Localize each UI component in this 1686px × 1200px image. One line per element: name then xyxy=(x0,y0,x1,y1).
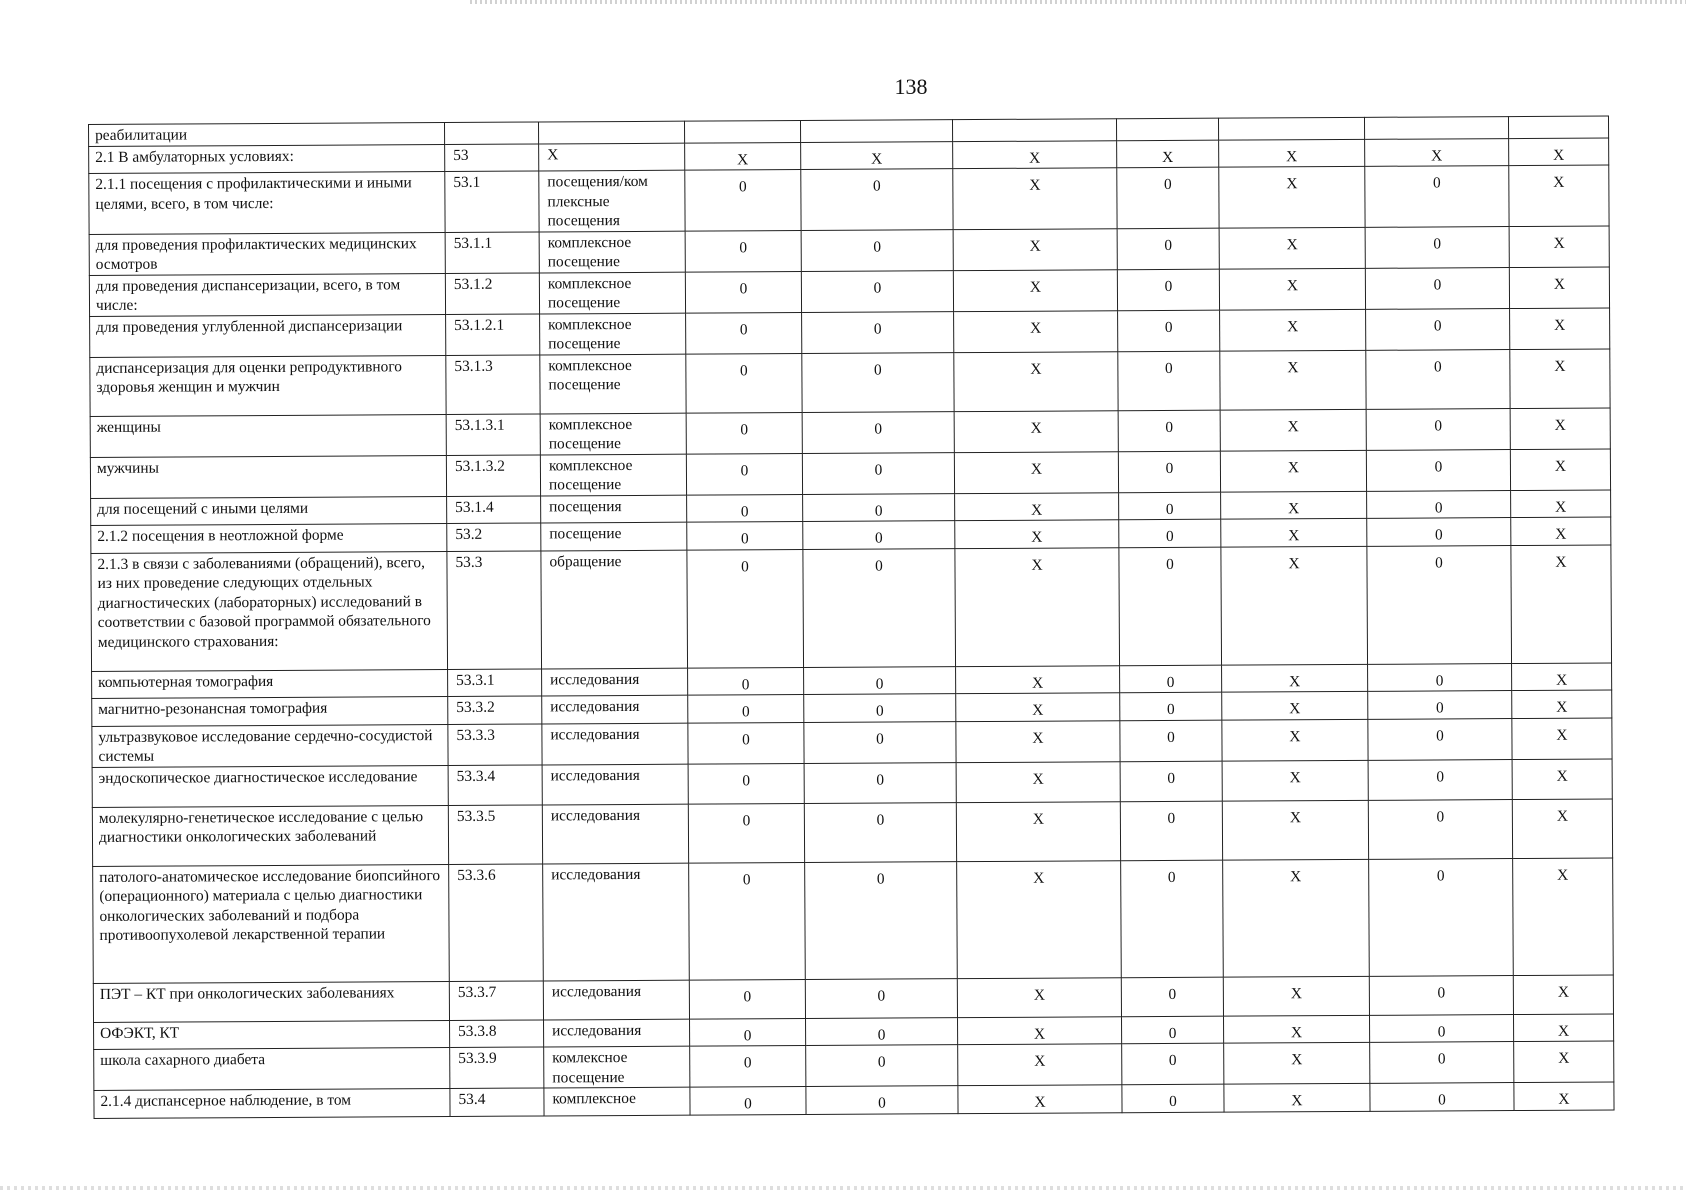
row-value-7: Х xyxy=(1512,717,1612,759)
row-value-6: 0 xyxy=(1367,518,1511,546)
row-value-1: 0 xyxy=(690,1018,806,1046)
row-value-1: 0 xyxy=(687,494,803,522)
row-value-7: Х xyxy=(1509,138,1609,166)
row-value-6: 0 xyxy=(1366,408,1510,450)
row-value-5 xyxy=(1218,117,1364,139)
row-label: школа сахарного диабета xyxy=(94,1047,450,1090)
row-value-2 xyxy=(800,120,952,142)
row-value-2: 0 xyxy=(801,229,953,271)
row-label: ПЭТ – КТ при онкологических заболеваниях xyxy=(93,981,449,1022)
row-value-3: Х xyxy=(954,451,1118,493)
row-value-5: Х xyxy=(1222,664,1368,692)
row-code: 53.3.8 xyxy=(450,1019,544,1047)
row-value-6: 0 xyxy=(1368,663,1512,691)
row-value-2: 0 xyxy=(802,411,954,453)
row-label: для посещений с иными целями xyxy=(91,496,447,525)
row-code: 53.1.1 xyxy=(445,231,539,273)
row-value-3: Х xyxy=(957,860,1122,978)
row-value-6: 0 xyxy=(1368,799,1512,859)
row-value-7: Х xyxy=(1512,798,1612,858)
row-value-1: 0 xyxy=(688,667,804,695)
row-value-2: 0 xyxy=(804,802,956,862)
row-code: 53.3.6 xyxy=(449,863,544,981)
row-value-4: Х xyxy=(1117,140,1219,168)
row-value-4: 0 xyxy=(1120,761,1222,802)
row-value-4: 0 xyxy=(1119,519,1221,547)
row-label: мужчины xyxy=(90,455,446,498)
row-value-4: 0 xyxy=(1120,665,1222,693)
row-value-7: Х xyxy=(1511,517,1611,545)
row-value-7: Х xyxy=(1510,308,1610,350)
row-value-7: Х xyxy=(1509,267,1609,309)
row-label: компьютерная томография xyxy=(92,669,448,698)
row-code: 53.3.4 xyxy=(448,764,542,805)
row-value-4: 0 xyxy=(1122,1043,1224,1085)
row-value-4: 0 xyxy=(1118,310,1220,352)
row-value-3: Х xyxy=(953,228,1117,270)
row-value-6: 0 xyxy=(1367,490,1511,518)
table-container xyxy=(88,116,1614,1119)
row-value-4: 0 xyxy=(1120,720,1222,762)
row-value-2: Х xyxy=(801,141,953,169)
row-value-1: 0 xyxy=(688,763,804,804)
row-value-6: 0 xyxy=(1366,449,1510,491)
row-label: магнитно-резонансная томография xyxy=(92,697,448,726)
row-label: для проведения углубленной диспансеризации xyxy=(90,314,446,357)
row-value-1: 0 xyxy=(690,1087,806,1115)
row-value-5: Х xyxy=(1221,546,1368,665)
row-value-4: 0 xyxy=(1119,492,1221,520)
row-value-1: Х xyxy=(685,142,801,170)
row-unit: комплексное посещение xyxy=(539,231,685,273)
scan-edge-bottom xyxy=(0,1186,1686,1190)
row-value-1: 0 xyxy=(686,312,802,354)
row-value-6: 0 xyxy=(1367,545,1512,664)
row-value-5: Х xyxy=(1221,518,1367,546)
row-value-2: 0 xyxy=(805,861,958,979)
row-value-6: 0 xyxy=(1369,975,1513,1015)
row-value-5: Х xyxy=(1224,1083,1370,1111)
row-label: 2.1.2 посещения в неотложной форме xyxy=(91,524,447,553)
row-value-5: Х xyxy=(1223,976,1369,1016)
row-value-5: Х xyxy=(1219,166,1365,227)
row-unit: исследования xyxy=(542,804,688,864)
row-value-5: Х xyxy=(1220,450,1366,492)
row-unit xyxy=(538,121,684,143)
row-unit: посещения/ком плексные посещения xyxy=(539,170,685,231)
row-value-2: 0 xyxy=(804,694,956,722)
table-row xyxy=(93,857,1614,982)
row-value-7: Х xyxy=(1509,165,1609,226)
row-value-2: 0 xyxy=(801,270,953,312)
row-value-7: Х xyxy=(1510,449,1610,491)
row-unit: комлексное посещение xyxy=(544,1046,690,1088)
table-row xyxy=(90,349,1610,416)
scan-edge-top xyxy=(470,0,1686,4)
row-unit: комплексное посещение xyxy=(540,313,686,355)
row-code: 53.1 xyxy=(445,171,539,232)
row-label: для проведения профилактических медицинских осмотров xyxy=(89,232,445,275)
row-value-5: Х xyxy=(1221,491,1367,519)
row-value-1: 0 xyxy=(686,453,802,495)
row-code: 53.1.3.1 xyxy=(446,413,540,455)
row-value-7: Х xyxy=(1514,1041,1614,1083)
row-value-3 xyxy=(952,119,1116,141)
row-value-3: Х xyxy=(953,140,1117,168)
row-value-1: 0 xyxy=(685,230,801,272)
row-value-7: Х xyxy=(1511,490,1611,518)
row-unit: исследования xyxy=(543,863,690,981)
row-value-1: 0 xyxy=(688,803,804,863)
row-value-5: Х xyxy=(1220,409,1366,451)
row-code: 53.3.1 xyxy=(448,668,542,696)
data-table xyxy=(88,116,1615,1119)
row-label: эндоскопическое диагностическое исследование xyxy=(92,765,448,807)
row-value-1: 0 xyxy=(687,522,803,550)
row-value-7: Х xyxy=(1512,758,1612,799)
row-unit: посещения xyxy=(541,495,687,523)
row-value-5: Х xyxy=(1223,1015,1369,1043)
row-unit: комплексное посещение xyxy=(540,354,686,414)
row-unit: комплексное посещение xyxy=(539,272,685,314)
row-unit: комплексное посещение xyxy=(540,413,686,455)
row-value-4: 0 xyxy=(1118,410,1220,452)
row-value-4: 0 xyxy=(1119,547,1222,666)
row-value-6: 0 xyxy=(1369,858,1514,976)
row-code: 53.1.2.1 xyxy=(446,313,540,355)
row-code: 53.3 xyxy=(447,550,542,669)
row-value-4: 0 xyxy=(1120,801,1222,861)
row-value-3: Х xyxy=(954,310,1118,352)
row-code: 53.1.3 xyxy=(446,354,540,414)
row-value-1: 0 xyxy=(687,549,804,668)
row-code: 53 xyxy=(445,143,539,171)
row-value-6: 0 xyxy=(1368,691,1512,719)
row-value-5: Х xyxy=(1224,1042,1370,1084)
row-value-3: Х xyxy=(956,801,1120,861)
row-value-6: 0 xyxy=(1366,349,1510,409)
row-code: 53.1.2 xyxy=(445,272,539,314)
row-value-3: Х xyxy=(954,410,1118,452)
row-value-7: Х xyxy=(1510,408,1610,450)
row-value-7: Х xyxy=(1513,1013,1613,1041)
row-value-3: Х xyxy=(956,720,1120,762)
row-value-3: Х xyxy=(955,492,1119,520)
table-row xyxy=(89,165,1609,234)
row-value-6: 0 xyxy=(1368,759,1512,800)
row-value-2: 0 xyxy=(803,521,955,549)
row-label: 2.1 В амбулаторных условиях: xyxy=(89,144,445,173)
row-unit: комплексное посещение xyxy=(540,454,686,496)
row-value-5: Х xyxy=(1220,350,1366,410)
row-value-3: Х xyxy=(956,761,1120,802)
row-value-2: 0 xyxy=(806,1086,958,1114)
row-value-5: Х xyxy=(1222,760,1368,801)
row-value-1: 0 xyxy=(686,353,802,413)
row-label: ОФЭКТ, КТ xyxy=(94,1020,450,1049)
row-value-2: 0 xyxy=(803,493,955,521)
row-label: женщины xyxy=(90,414,446,457)
row-value-3: Х xyxy=(954,351,1118,411)
row-value-6: 0 xyxy=(1365,226,1509,268)
row-label: 2.1.3 в связи с заболеваниями (обращений), всего, из них проведение следующих отдельных диагностических (лабораторных) исследований в соответствии с базовой программой обязательного медицинского страхования: xyxy=(91,551,448,671)
row-value-5: Х xyxy=(1219,268,1365,310)
row-value-6: 0 xyxy=(1368,718,1512,760)
row-value-2: 0 xyxy=(802,452,954,494)
row-value-4: 0 xyxy=(1117,167,1219,228)
row-value-2: 0 xyxy=(802,352,954,412)
row-code xyxy=(444,122,538,144)
row-value-7: Х xyxy=(1512,690,1612,718)
row-value-2: 0 xyxy=(802,311,954,353)
row-value-1: 0 xyxy=(685,170,801,231)
row-code: 53.1.3.2 xyxy=(446,454,540,496)
row-value-6: 0 xyxy=(1365,267,1509,309)
row-value-3: Х xyxy=(955,520,1119,548)
row-value-4: 0 xyxy=(1118,451,1220,493)
row-value-3: Х xyxy=(956,665,1120,693)
row-value-3: Х xyxy=(958,1016,1122,1044)
row-unit: исследования xyxy=(542,668,688,696)
row-unit: исследования xyxy=(544,1019,690,1047)
row-value-2: 0 xyxy=(804,666,956,694)
row-value-4: 0 xyxy=(1120,692,1222,720)
row-value-1: 0 xyxy=(690,1046,806,1088)
row-value-1: 0 xyxy=(686,412,802,454)
row-value-6: Х xyxy=(1365,138,1509,166)
row-value-6: 0 xyxy=(1369,1014,1513,1042)
row-value-4 xyxy=(1116,118,1218,140)
page-number: 138 xyxy=(894,74,928,99)
row-value-1: 0 xyxy=(688,695,804,723)
row-label: диспансеризация для оценки репродуктивного здоровья женщин и мужчин xyxy=(90,355,446,416)
row-unit: посещение xyxy=(541,522,687,550)
row-value-2: 0 xyxy=(806,1017,958,1045)
row-unit: исследования xyxy=(543,980,689,1020)
row-value-7: Х xyxy=(1512,662,1612,690)
row-code: 53.1.4 xyxy=(447,495,541,523)
row-value-4: 0 xyxy=(1121,860,1224,978)
row-value-1 xyxy=(684,121,800,143)
row-value-6: 0 xyxy=(1370,1042,1514,1084)
row-value-3: Х xyxy=(953,168,1117,229)
row-code: 53.3.5 xyxy=(448,804,542,864)
row-label: молекулярно-генетическое исследование с целью диагностики онкологических заболеваний xyxy=(92,805,448,866)
row-code: 53.3.3 xyxy=(448,723,542,765)
row-label: для проведения диспансеризации, всего, в том числе: xyxy=(89,273,445,316)
row-unit: исследования xyxy=(542,764,688,805)
row-value-4: 0 xyxy=(1122,1084,1224,1112)
row-value-4: 0 xyxy=(1118,351,1220,411)
row-value-4: 0 xyxy=(1117,269,1219,311)
row-value-4: 0 xyxy=(1117,228,1219,270)
row-value-7: Х xyxy=(1510,349,1610,409)
row-value-6: 0 xyxy=(1370,1083,1514,1111)
row-value-5: Х xyxy=(1219,139,1365,167)
row-value-6: 0 xyxy=(1365,166,1509,227)
row-value-3: Х xyxy=(958,1085,1122,1113)
row-code: 53.4 xyxy=(450,1088,544,1116)
row-code: 53.3.7 xyxy=(449,980,543,1020)
row-value-2: 0 xyxy=(805,978,957,1018)
row-label: 2.1.4 диспансерное наблюдение, в том xyxy=(94,1088,450,1117)
row-label: ультразвуковое исследование сердечно-сосудистой системы xyxy=(92,724,448,767)
row-value-4: 0 xyxy=(1121,977,1223,1017)
row-value-7 xyxy=(1508,116,1608,138)
row-value-5: Х xyxy=(1223,859,1370,977)
row-value-1: 0 xyxy=(685,271,801,313)
table-row xyxy=(91,545,1612,671)
row-unit: Х xyxy=(539,143,685,171)
row-value-7: Х xyxy=(1513,974,1613,1014)
row-value-3: Х xyxy=(953,269,1117,311)
row-code: 53.3.9 xyxy=(450,1047,544,1089)
row-value-1: 0 xyxy=(688,722,804,764)
row-value-4: 0 xyxy=(1121,1016,1223,1044)
row-value-6: 0 xyxy=(1366,308,1510,350)
row-unit: обращение xyxy=(541,550,688,669)
row-value-7: Х xyxy=(1514,1082,1614,1110)
row-value-5: Х xyxy=(1220,309,1366,351)
row-code: 53.2 xyxy=(447,523,541,551)
row-unit: исследования xyxy=(542,723,688,765)
row-unit: исследования xyxy=(542,695,688,723)
row-value-5: Х xyxy=(1219,227,1365,269)
row-value-7: Х xyxy=(1511,545,1612,664)
row-label: 2.1.1 посещения с профилактическими и иными целями, всего, в том числе: xyxy=(89,172,445,234)
row-value-2: 0 xyxy=(804,721,956,763)
row-value-7: Х xyxy=(1513,857,1614,975)
row-value-2: 0 xyxy=(801,169,953,230)
row-value-6 xyxy=(1364,117,1508,139)
row-value-1: 0 xyxy=(689,979,805,1019)
row-value-3: Х xyxy=(955,547,1120,666)
row-value-2: 0 xyxy=(803,548,956,667)
row-code: 53.3.2 xyxy=(448,696,542,724)
row-value-1: 0 xyxy=(689,862,806,980)
row-label: реабилитации xyxy=(89,123,445,146)
row-value-5: Х xyxy=(1222,719,1368,761)
row-value-3: Х xyxy=(958,1044,1122,1086)
row-label: патолого-анатомическое исследование биопсийного (операционного) материала с целью диагностики онкологических заболеваний и подбора противоопухолевой лекарственной терапии xyxy=(93,864,450,983)
row-value-3: Х xyxy=(957,977,1121,1017)
table-row xyxy=(92,798,1612,865)
row-value-2: 0 xyxy=(806,1045,958,1087)
row-value-5: Х xyxy=(1222,800,1368,860)
row-value-7: Х xyxy=(1509,226,1609,268)
row-value-3: Х xyxy=(956,693,1120,721)
table-body xyxy=(89,116,1615,1118)
row-value-2: 0 xyxy=(804,762,956,803)
row-value-5: Х xyxy=(1222,691,1368,719)
row-unit: комплексное xyxy=(544,1087,690,1115)
